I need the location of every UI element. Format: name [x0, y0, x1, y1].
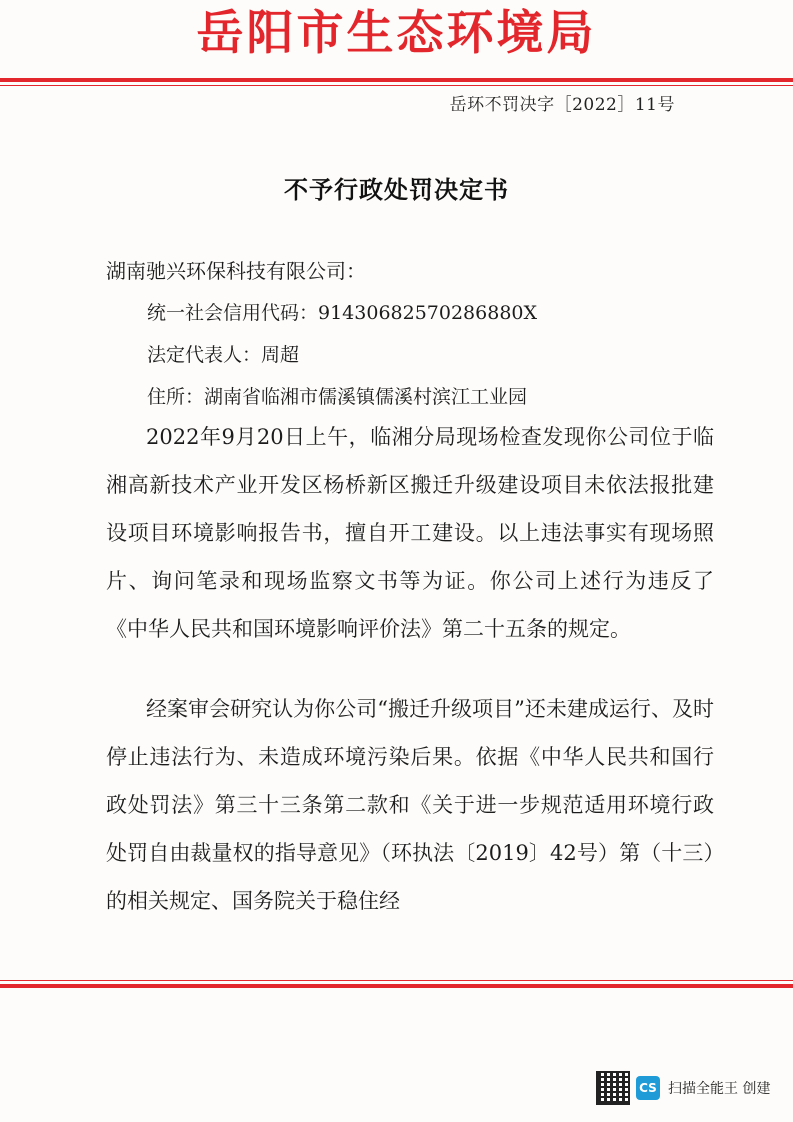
paragraph-decision [106, 685, 714, 925]
document-number: 岳环不罚决字［2022］11号 [449, 95, 675, 115]
document-title: 不予行政处罚决定书 [284, 176, 509, 204]
credit-code: 统一社会信用代码：91430682570286880X [147, 302, 538, 324]
paragraph-text: 2022年9月20日上午，临湘分局现场检查发现你公司位于临湘高新技术产业开发区杨桥新区搬迁升级建设项目未依法报批建设项目环境影响报告书，擅自开工建设。以上违法事实有现场照片、询问笔录和现场监察文书等为证。你公司上述行为违反了《中华人民共和国环境影响评价法》第二十五条的规定。 [106, 425, 714, 641]
scanner-watermark [596, 1068, 770, 1108]
addressee: 湖南驰兴环保科技有限公司： [106, 259, 366, 283]
footer-divider [0, 980, 793, 988]
camscanner-logo-icon: CS [636, 1076, 660, 1100]
paragraph-text: 经案审会研究认为你公司“搬迁升级项目”还未建成运行、及时停止违法行为、未造成环境污染后果。依据《中华人民共和国行政处罚法》第三十三条第二款和《关于进一步规范适用环境行政处罚自由裁量权的指导意见》（环执法〔2019〕42号）第（十三）的相关规定、国务院关于稳住经 [106, 697, 714, 913]
header-divider [0, 78, 793, 86]
legal-representative: 法定代表人：周超 [147, 344, 300, 366]
qr-code-icon [596, 1071, 630, 1105]
scanner-label: 扫描全能王 创建 [668, 1081, 771, 1097]
letterhead-title: 岳阳市生态环境局 [196, 6, 597, 61]
company-address: 住所：湖南省临湘市儒溪镇儒溪村滨江工业园 [147, 386, 528, 408]
paragraph-violation [106, 413, 714, 653]
